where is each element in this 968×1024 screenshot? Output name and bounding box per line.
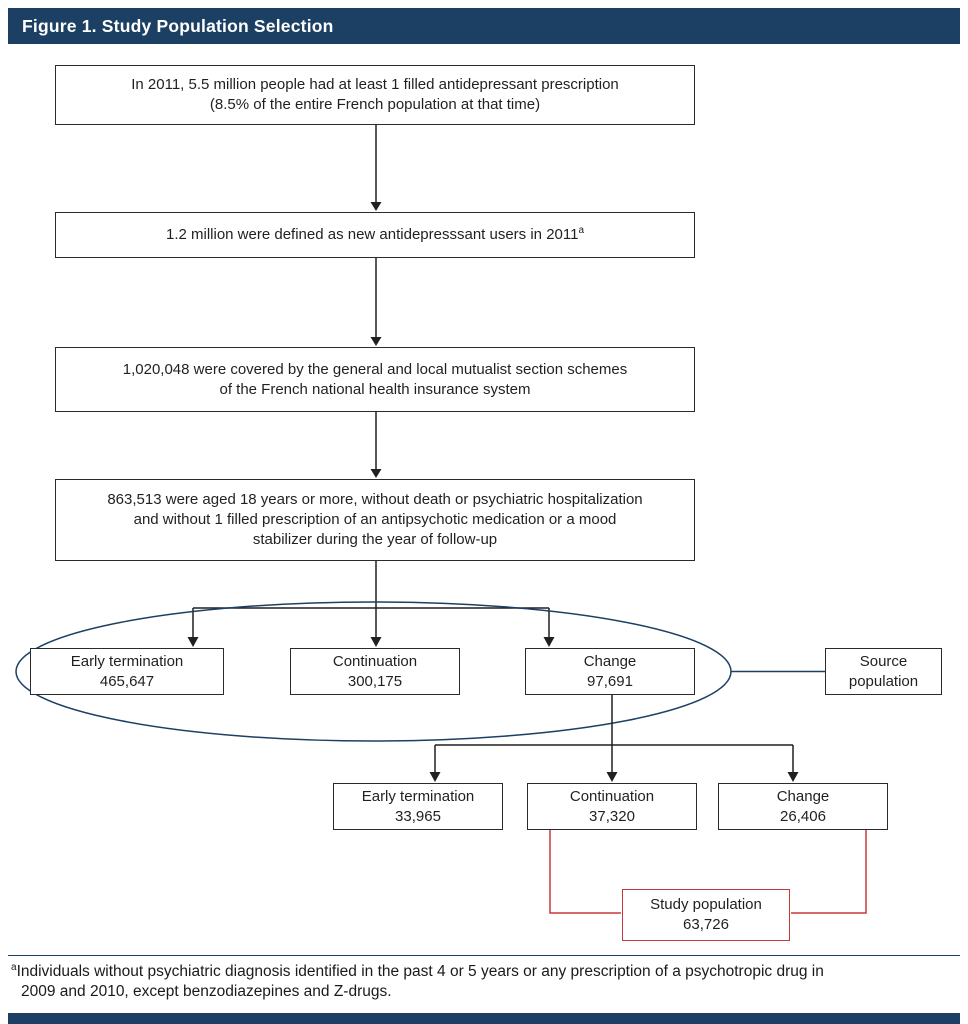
flow-box-text: 1,020,048 were covered by the general and local mutualist section schemes <box>122 360 628 378</box>
box-value: 63,726 <box>683 916 729 933</box>
arrowhead-icon <box>371 337 382 346</box>
arrowhead-icon <box>371 202 382 211</box>
flow-box-text: 863,513 were aged 18 years or more, without death or psychiatric hospitalization <box>107 491 643 508</box>
box-label: Early termination <box>361 787 475 805</box>
box-label: Change <box>583 652 637 670</box>
box-value: 26,406 <box>780 807 826 825</box>
box-label: Study population <box>650 896 762 913</box>
figure-title: Figure 1. Study Population Selection <box>22 15 334 36</box>
box-label: Continuation <box>569 787 655 805</box>
flow-box-text: 1.2 million were defined as new antidepresssant users in 2011 <box>165 226 579 243</box>
box-label: population <box>848 672 919 690</box>
flow-box-insurance-coverage <box>55 347 695 412</box>
box-value: 465,647 <box>99 672 155 690</box>
box-label: Early termination <box>70 652 184 670</box>
arrowhead-icon <box>188 637 199 647</box>
source-population-box <box>825 648 942 695</box>
tier1-box-continuation <box>290 648 460 695</box>
box-value: 97,691 <box>587 672 633 690</box>
arrowhead-icon <box>607 772 618 782</box>
tier2-box-early-termination <box>333 783 503 830</box>
arrowhead-icon <box>371 469 382 478</box>
study-population-connector-left <box>550 830 621 913</box>
flow-box-eligible-adults <box>55 479 695 561</box>
flow-box-new-users <box>55 212 695 258</box>
footnote-marker: a <box>11 961 17 973</box>
flow-box-filled-prescriptions <box>55 65 695 125</box>
flow-box-text: (8.5% of the entire French population at that time) <box>209 96 541 113</box>
tier1-box-early-termination <box>30 648 224 695</box>
tier2-box-continuation <box>527 783 697 830</box>
flow-box-text: of the French national health insurance system <box>219 380 531 398</box>
box-value: 37,320 <box>589 807 635 825</box>
footnote-text: Individuals without psychiatric diagnosis identified in the past 4 or 5 years or any prescription of a psychotropic drug in <box>16 963 824 980</box>
flow-box-text: In 2011, 5.5 million people had at least 1 filled antidepressant prescription <box>131 76 619 93</box>
tier1-box-change <box>525 648 695 695</box>
box-label: Continuation <box>332 652 418 670</box>
flow-box-text: stabilizer during the year of follow-up <box>252 531 498 548</box>
box-label: Source <box>859 652 908 670</box>
box-value: 300,175 <box>347 672 403 690</box>
tier2-box-change <box>718 783 888 830</box>
arrowhead-icon <box>544 637 555 647</box>
footnote <box>11 962 961 1001</box>
footnote-line: 2009 and 2010, except benzodiazepines and Z-drugs. <box>21 982 392 1000</box>
study-population-connector-right <box>791 830 866 913</box>
flow-box-text: and without 1 filled prescription of an antipsychotic medication or a mood <box>133 511 617 528</box>
arrowhead-icon <box>430 772 441 782</box>
footnote-line <box>11 962 961 982</box>
box-value: 33,965 <box>395 807 441 825</box>
footnote-marker: a <box>578 225 585 236</box>
arrowhead-icon <box>371 637 382 647</box>
box-label: Change <box>776 787 830 805</box>
flow-box-text <box>166 225 584 245</box>
arrowhead-icon <box>788 772 799 782</box>
study-population-box <box>622 889 790 941</box>
